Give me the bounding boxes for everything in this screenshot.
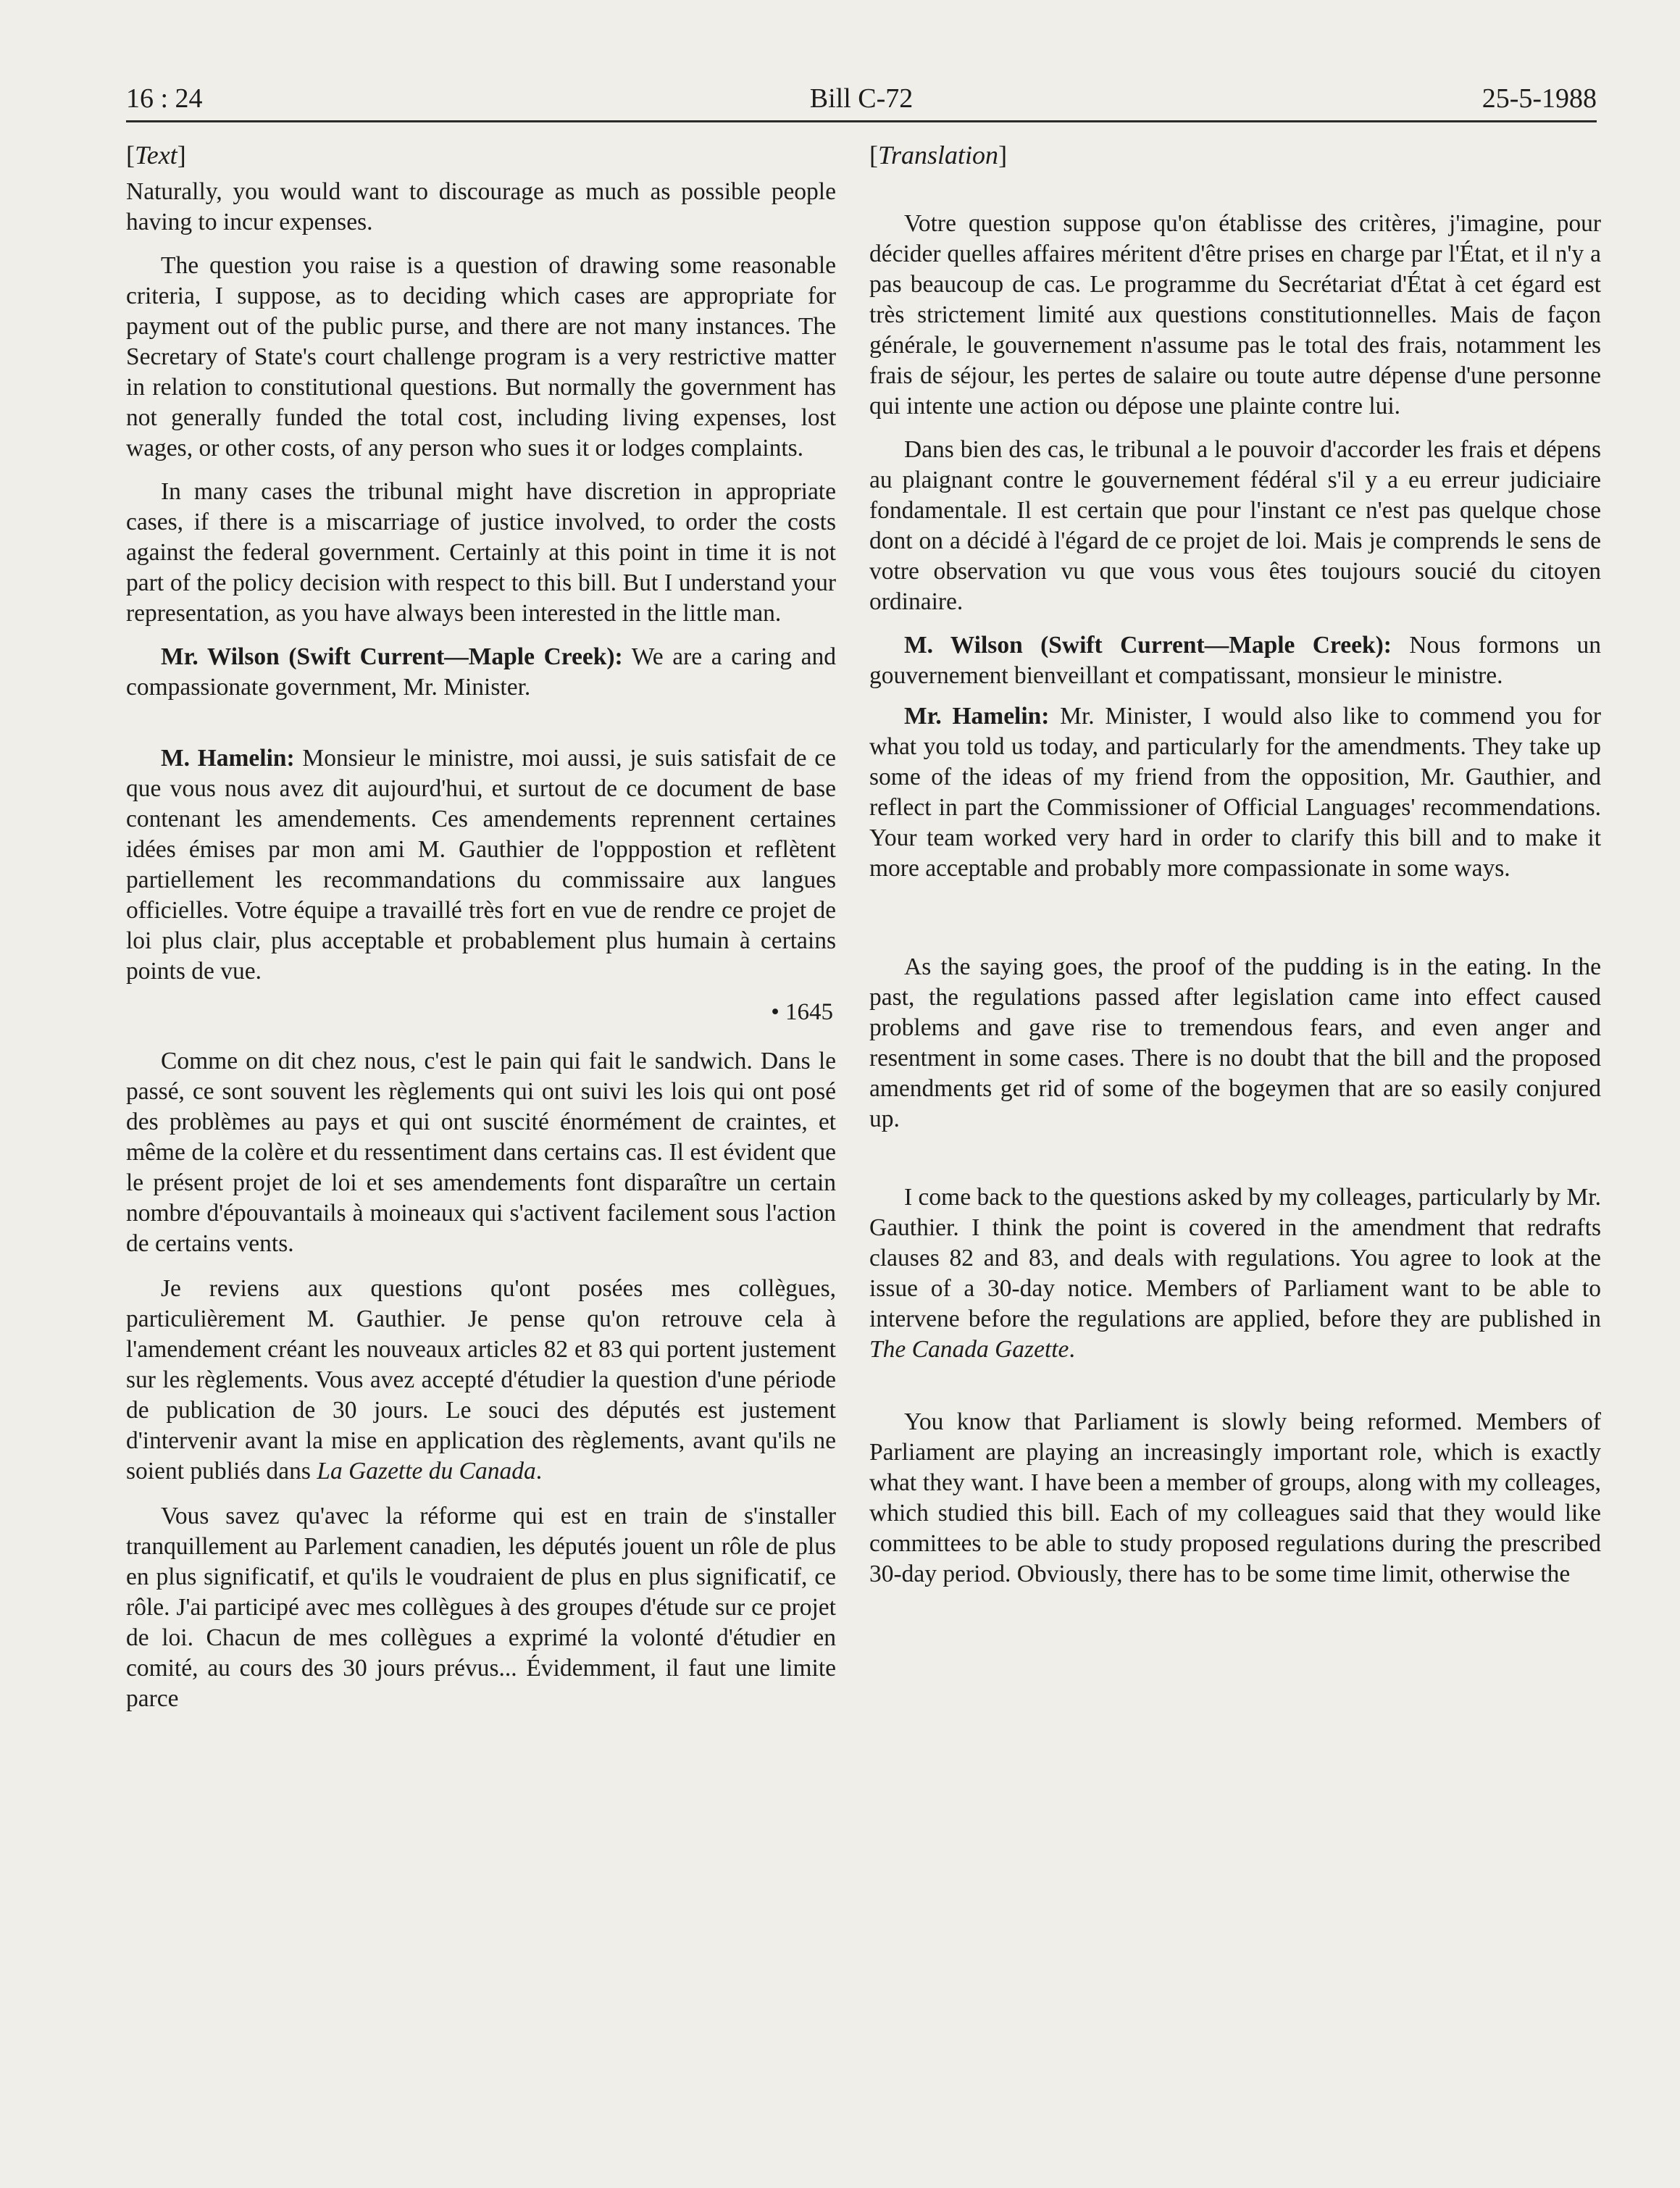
paragraph: Dans bien des cas, le tribunal a le pouvoir d'accorder les frais et dépens au plaignant contre le gouvernement fédéral s'il y a eu erreur judiciaire fondamentale. Il est certain que pour l'instant ce n'est pas quelque chose dont on a décidé à l'égard de ce projet de loi. Mais je comprends le sens de votre observation vu que vous vous êtes toujours soucié du citoyen ordinaire. <box>869 436 1601 615</box>
paragraph: Vous savez qu'avec la réforme qui est en train de s'installer tranquillement au Parlement canadien, les députés jouent un rôle de plus en plus significatif, et qu'ils le voudraient de plus en plus significatif, ce rôle. J'ai participé avec mes collègues à des groupes d'étude sur ce projet de loi. Chacun de mes collègues a exprimé la volonté d'étudier en comité, au cours des 30 jours prévus... Évidemment, il faut une limite parce <box>126 1503 836 1712</box>
speech-text: Mr. Minister, I would also like to commend you for what you told us today, and particularly for the amendments. They take up some of the ideas of my friend from the opposition, Mr. Gauthier, and reflect in part the Commissioner of Official Languages' recommendations. Your team worked very hard in order to clarify this bill and to make it more acceptable and probably more compassionate in some ways. <box>869 703 1601 882</box>
timestamp: • 1645 <box>771 999 833 1025</box>
speaker-name: M. Wilson (Swift Current—Maple Creek): <box>904 632 1392 659</box>
column-label-text: Translation <box>878 141 999 170</box>
paragraph-text: I come back to the questions asked by my colleages, particularly by Mr. Gauthier. I think the point is covered in the amendment that redrafts clauses 82 and 83, and deals with regulations. You agree to look at the issue of a 30-day notice. Members of Parliament want to be able to intervene before the regulations are applied, before they are published in <box>869 1184 1601 1332</box>
column-label-text: Text <box>135 141 177 170</box>
document-date: 25-5-1988 <box>1482 83 1597 114</box>
paragraph: You know that Parliament is slowly being reformed. Members of Parliament are playing an increasingly important role, which is exactly what they want. I have been a member of groups, along with my colleages, which studied this bill. Each of my colleagues said that they would like committees to be able to study proposed regulations during the prescribed 30-day period. Obviously, there has to be some time limit, otherwise the <box>869 1408 1601 1587</box>
right-column <box>869 139 1601 1590</box>
paragraph: Votre question suppose qu'on établisse des critères, j'imagine, pour décider quelles affaires méritent d'être prises en charge par l'État, et il n'y a pas beaucoup de cas. Le programme du Secrétariat d'État à cet égard est très strictement limité aux questions constitutionnelles. Mais de façon générale, le gouvernement n'assume pas le total des frais, notamment les frais de séjour, les pertes de salaire ou toute autre dépense d'une personne qui intente une action ou dépose une plainte contre lui. <box>869 210 1601 419</box>
left-column <box>126 139 836 1714</box>
speech-text: Nous formons un gouvernement bienveillant et compatissant, monsieur le ministre. <box>869 632 1601 689</box>
speech-text: Monsieur le ministre, moi aussi, je suis satisfait de ce que vous nous avez dit aujourd'hui, et surtout de ce document de base contenant les amendements. Ces amendements reprennent certaines idées émises par mon ami M. Gauthier de l'opppostion et reflètent partiellement les recommandations du commissaire aux langues officielles. Votre équipe a travaillé très fort en vue de rendre ce projet de loi plus clair, plus acceptable et probablement plus humain à certains points de vue. <box>126 745 836 985</box>
speaker-name: M. Hamelin: <box>161 745 295 772</box>
paragraph: In many cases the tribunal might have discretion in appropriate cases, if there is a miscarriage of justice involved, to order the costs against the federal government. Certainly at this point in time it is not part of the policy decision with respect to this bill. But I understand your representation, as you have always been interested in the little man. <box>126 478 836 627</box>
column-label: [Translation] <box>869 141 1008 170</box>
paragraph <box>869 630 1601 691</box>
document-title: Bill C-72 <box>809 83 914 114</box>
paragraph-text: . <box>1069 1336 1075 1363</box>
paragraph: Naturally, you would want to discourage as much as possible people having to incur expenses. <box>126 178 836 235</box>
speech-text: We are a caring and compassionate government, Mr. Minister. <box>126 643 836 701</box>
page-header <box>126 78 1597 122</box>
publication-title: The Canada Gazette <box>869 1336 1069 1363</box>
speaker-name: Mr. Hamelin: <box>904 703 1050 730</box>
page-number: 16 : 24 <box>126 83 203 114</box>
paragraph <box>869 1182 1601 1365</box>
paragraph: The question you raise is a question of drawing some reasonable criteria, I suppose, as to deciding which cases are appropriate for payment out of the public purse, and there are not many instances. The Secretary of State's court challenge program is a very restrictive matter in relation to constitutional questions. But normally the government has not generally funded the total cost, including living expenses, lost wages, or other costs, of any person who sues it or lodges complaints. <box>126 252 836 462</box>
paragraph <box>869 701 1601 884</box>
publication-title: La Gazette du Canada <box>317 1458 536 1485</box>
paragraph: Comme on dit chez nous, c'est le pain qui fait le sandwich. Dans le passé, ce sont souvent les règlements qui ont suivi les lois qui ont posé des problèmes au pays et qui ont suscité énormément de craintes, et même de la colère et du ressentiment dans certains cas. Il est évident que le présent projet de loi et ses amendements font disparaître un certain nombre d'épouvantails à moineaux qui s'activent facilement sous l'action de certains vents. <box>126 1048 836 1257</box>
paragraph <box>126 642 836 703</box>
paragraph: As the saying goes, the proof of the pudding is in the eating. In the past, the regulations passed after legislation came into effect caused problems and gave rise to tremendous fears, and even anger and resentment in some cases. There is no doubt that the bill and the proposed amendments get rid of some of the bogeymen that are so easily conjured up. <box>869 953 1601 1132</box>
column-label: [Text] <box>126 141 186 170</box>
paragraph-text: . <box>535 1458 543 1485</box>
paragraph-text: Je reviens aux questions qu'ont posées mes collègues, particulièrement M. Gauthier. Je pense qu'on retrouve cela à l'amendement créant les nouveaux articles 82 et 83 qui portent justement sur les règlements. Vous avez accepté d'étudier la question d'une période de publication de 30 jours. Le souci des députés est justement d'intervenir avant la mise en application des règlements, avant qu'ils ne soient publiés dans <box>126 1275 836 1485</box>
speaker-name: Mr. Wilson (Swift Current—Maple Creek): <box>161 643 623 670</box>
paragraph <box>126 743 836 987</box>
paragraph <box>126 1274 836 1487</box>
